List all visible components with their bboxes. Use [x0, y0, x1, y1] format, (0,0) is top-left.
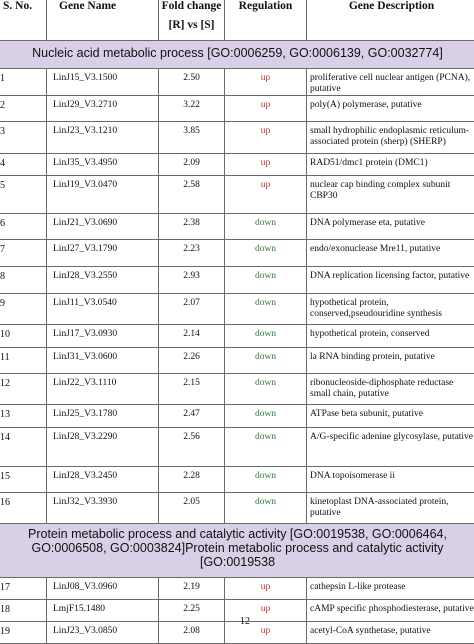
sno-cell-text: 13: [0, 409, 10, 420]
sno-cell-text: 8: [0, 271, 5, 282]
sno-cell-text: 17: [0, 582, 10, 593]
table-row: [0, 600, 474, 622]
table-row: [0, 176, 474, 214]
regulation-cell-text: down: [255, 497, 276, 507]
sno-cell: [0, 467, 47, 493]
regulation-cell-text: down: [255, 378, 276, 388]
fold-change-cell-text: 2.07: [183, 298, 200, 308]
fold-change-cell: [159, 428, 225, 467]
section-header-row: [0, 524, 474, 578]
regulation-cell: [225, 96, 307, 122]
sno-cell: [0, 325, 47, 348]
sno-cell-text: 1: [0, 73, 5, 84]
gene-name-cell: [47, 214, 159, 240]
gene-name-cell: [47, 374, 159, 405]
regulation-cell-text: down: [255, 409, 276, 419]
gene-description-cell: [307, 622, 474, 644]
gene-name-cell: [47, 622, 159, 644]
section-title: Protein metabolic process and catalytic activity [GO:0019538, GO:0006464, GO:0006508, GO:0003824]Protein metabolic process and catalytic activity [GO:0019538: [0, 524, 474, 578]
fold-change-cell-text: 2.15: [183, 378, 200, 388]
fold-change-cell-text: 2.47: [183, 409, 200, 419]
fold-change-cell: [159, 467, 225, 493]
regulation-cell-text: up: [261, 100, 271, 110]
fold-change-cell-text: 2.50: [183, 73, 200, 83]
gene-description-cell-text: DNA polymerase eta, putative: [310, 218, 425, 228]
gene-name-cell-text: LinJ23_V3.1210: [53, 126, 117, 136]
sno-cell: [0, 240, 47, 267]
sno-cell-text: 4: [0, 158, 5, 169]
table-row: [0, 214, 474, 240]
regulation-cell-text: up: [261, 158, 271, 168]
regulation-cell-text: down: [255, 329, 276, 339]
regulation-cell: [225, 493, 307, 524]
gene-name-cell-text: LinJ19_V3.0470: [53, 180, 117, 190]
sno-cell-text: 9: [0, 298, 5, 309]
table-header-row: [0, 0, 474, 41]
sno-cell-text: 19: [0, 626, 10, 637]
sno-cell-text: 7: [0, 244, 5, 255]
fold-change-cell-text: 2.28: [183, 471, 200, 481]
gene-description-cell: [307, 214, 474, 240]
gene-name-cell: [47, 240, 159, 267]
gene-description-cell-text: cathepsin L-like protease: [310, 582, 406, 592]
regulation-cell: [225, 69, 307, 96]
header-fold-change-line1: Fold change: [159, 0, 224, 13]
regulation-cell: [225, 428, 307, 467]
gene-name-cell-text: LinJ22_V3.1110: [53, 378, 116, 388]
gene-description-cell-text: cAMP specific phosphodiesterase, putative: [310, 604, 474, 614]
gene-description-cell: [307, 176, 474, 214]
fold-change-cell: [159, 96, 225, 122]
gene-description-cell-text: DNA topoisomerase ii: [310, 471, 395, 481]
regulation-cell: [225, 294, 307, 325]
sno-cell: [0, 348, 47, 374]
table-row: [0, 240, 474, 267]
fold-change-cell-text: 2.93: [183, 271, 200, 281]
table-row: [0, 374, 474, 405]
gene-description-cell: [307, 154, 474, 176]
fold-change-cell: [159, 294, 225, 325]
sno-cell: [0, 578, 47, 600]
fold-change-cell: [159, 240, 225, 267]
regulation-cell-text: down: [255, 352, 276, 362]
regulation-cell: [225, 600, 307, 622]
gene-description-cell: [307, 493, 474, 524]
fold-change-cell: [159, 69, 225, 96]
regulation-cell: [225, 214, 307, 240]
regulation-cell-text: down: [255, 432, 276, 442]
fold-change-cell: [159, 493, 225, 524]
gene-name-cell-text: LinJ11_V3.0540: [53, 298, 117, 308]
sno-cell: [0, 493, 47, 524]
sno-cell-text: 14: [0, 432, 10, 443]
fold-change-cell: [159, 267, 225, 294]
fold-change-cell: [159, 325, 225, 348]
table-row: [0, 622, 474, 644]
gene-description-cell: [307, 405, 474, 428]
gene-description-cell: [307, 374, 474, 405]
table-row: [0, 428, 474, 467]
sno-cell-text: 6: [0, 218, 5, 229]
fold-change-cell: [159, 374, 225, 405]
gene-name-cell-text: LinJ27_V3.1790: [53, 244, 117, 254]
sno-cell: [0, 374, 47, 405]
fold-change-cell-text: 2.56: [183, 432, 200, 442]
gene-description-cell: [307, 69, 474, 96]
table-row: [0, 69, 474, 96]
table-row: [0, 467, 474, 493]
gene-name-cell: [47, 467, 159, 493]
fold-change-cell: [159, 214, 225, 240]
gene-description-cell: [307, 467, 474, 493]
fold-change-cell: [159, 154, 225, 176]
gene-description-cell: [307, 96, 474, 122]
gene-name-cell: [47, 69, 159, 96]
gene-name-cell: [47, 176, 159, 214]
gene-description-cell-text: RAD51/dmc1 protein (DMC1): [310, 158, 428, 168]
gene-description-cell: [307, 325, 474, 348]
gene-description-cell-text: acetyl-CoA synthetase, putative: [310, 626, 431, 636]
gene-name-cell: [47, 348, 159, 374]
gene-name-cell: [47, 122, 159, 154]
gene-description-cell-text: poly(A) polymerase, putative: [310, 100, 422, 110]
table-row: [0, 578, 474, 600]
header-gene-name: Gene Name: [47, 0, 159, 41]
fold-change-cell: [159, 405, 225, 428]
gene-name-cell-text: LinJ15_V3.1500: [53, 73, 117, 83]
gene-name-cell-text: LinJ31_V3.0600: [53, 352, 117, 362]
fold-change-cell-text: 3.22: [183, 100, 200, 110]
regulation-cell-text: down: [255, 218, 276, 228]
fold-change-cell-text: 2.08: [183, 626, 200, 636]
fold-change-cell-text: 2.05: [183, 497, 200, 507]
regulation-cell: [225, 267, 307, 294]
regulation-cell-text: down: [255, 298, 276, 308]
sno-cell: [0, 428, 47, 467]
header-gene-description: Gene Description: [307, 0, 474, 41]
fold-change-cell-text: 2.58: [183, 180, 200, 190]
regulation-cell: [225, 154, 307, 176]
gene-name-cell: [47, 493, 159, 524]
gene-name-cell: [47, 154, 159, 176]
gene-description-cell: [307, 578, 474, 600]
sno-cell: [0, 294, 47, 325]
regulation-cell: [225, 622, 307, 644]
regulation-cell: [225, 240, 307, 267]
gene-name-cell: [47, 325, 159, 348]
gene-name-cell-text: LinJ28_V3.2450: [53, 471, 117, 481]
sno-cell-text: 15: [0, 471, 10, 482]
gene-description-cell-text: kinetoplast DNA-associated protein, putative: [310, 497, 449, 518]
regulation-cell: [225, 325, 307, 348]
gene-description-cell: [307, 122, 474, 154]
header-fold-change-line2: [R] vs [S]: [159, 19, 224, 32]
table-row: [0, 294, 474, 325]
gene-description-cell-text: proliferative cell nuclear antigen (PCNA), putative: [310, 73, 470, 94]
gene-description-cell-text: la RNA binding protein, putative: [310, 352, 435, 362]
table-row: [0, 325, 474, 348]
gene-description-cell-text: A/G-specific adenine glycosylase, putative: [310, 432, 473, 442]
sno-cell: [0, 600, 47, 622]
fold-change-cell: [159, 122, 225, 154]
gene-name-cell: [47, 96, 159, 122]
gene-description-cell-text: DNA replication licensing factor, putative: [310, 271, 469, 281]
header-fold-change: [159, 0, 225, 41]
fold-change-cell: [159, 176, 225, 214]
page-number: 12: [240, 616, 250, 627]
table-row: [0, 348, 474, 374]
fold-change-cell: [159, 600, 225, 622]
sno-cell: [0, 96, 47, 122]
fold-change-cell: [159, 578, 225, 600]
regulation-cell-text: up: [261, 126, 271, 136]
gene-description-cell: [307, 600, 474, 622]
gene-description-cell-text: ribonucleoside-diphosphate reductase small chain, putative: [310, 378, 453, 399]
sno-cell: [0, 405, 47, 428]
gene-name-cell: [47, 405, 159, 428]
sno-cell-text: 16: [0, 497, 10, 508]
gene-name-cell: [47, 600, 159, 622]
regulation-cell: [225, 348, 307, 374]
sno-cell-text: 18: [0, 604, 10, 615]
fold-change-cell-text: 2.14: [183, 329, 200, 339]
gene-name-cell-text: LinJ29_V3.2710: [53, 100, 117, 110]
regulation-cell: [225, 122, 307, 154]
gene-name-cell-text: LinJ23_V3.0850: [53, 626, 117, 636]
gene-description-cell: [307, 240, 474, 267]
gene-name-cell-text: LinJ28_V3.2550: [53, 271, 117, 281]
fold-change-cell-text: 2.38: [183, 218, 200, 228]
fold-change-cell: [159, 622, 225, 644]
table-row: [0, 405, 474, 428]
sno-cell: [0, 176, 47, 214]
sno-cell-text: 5: [0, 180, 5, 191]
gene-description-cell: [307, 348, 474, 374]
sno-cell: [0, 267, 47, 294]
sno-cell: [0, 154, 47, 176]
gene-name-cell-text: LinJ35_V3.4950: [53, 158, 117, 168]
gene-name-cell-text: LinJ28_V3.2290: [53, 432, 117, 442]
gene-description-cell: [307, 267, 474, 294]
gene-name-cell-text: LinJ21_V3.0690: [53, 218, 117, 228]
gene-description-cell-text: nuclear cap binding complex subunit CBP30: [310, 180, 450, 201]
regulation-cell: [225, 374, 307, 405]
fold-change-cell-text: 2.26: [183, 352, 200, 362]
header-sno: S. No.: [0, 0, 47, 41]
gene-name-cell: [47, 428, 159, 467]
regulation-cell-text: down: [255, 271, 276, 281]
table-row: [0, 267, 474, 294]
sno-cell-text: 3: [0, 126, 5, 137]
gene-description-cell-text: hypothetical protein, conserved: [310, 329, 430, 339]
gene-description-cell: [307, 294, 474, 325]
regulation-cell: [225, 578, 307, 600]
gene-name-cell-text: LinJ25_V3.1780: [53, 409, 117, 419]
sno-cell-text: 12: [0, 378, 10, 389]
gene-description-cell-text: endo/exonuclease Mre11, putative: [310, 244, 440, 254]
sno-cell: [0, 122, 47, 154]
sno-cell-text: 2: [0, 100, 5, 111]
fold-change-cell-text: 3.85: [183, 126, 200, 136]
sno-cell: [0, 622, 47, 644]
sno-cell: [0, 214, 47, 240]
gene-description-cell: [307, 428, 474, 467]
table-row: [0, 96, 474, 122]
regulation-cell-text: up: [261, 582, 271, 592]
regulation-cell-text: down: [255, 471, 276, 481]
gene-description-cell-text: ATPase beta subunit, putative: [310, 409, 423, 419]
table-row: [0, 154, 474, 176]
gene-name-cell: [47, 578, 159, 600]
regulation-cell-text: up: [261, 180, 271, 190]
fold-change-cell-text: 2.09: [183, 158, 200, 168]
sno-cell-text: 11: [0, 352, 10, 363]
gene-description-cell-text: small hydrophilic endoplasmic reticulum-associated protein (sherp) (SHERP): [310, 126, 469, 147]
regulation-cell-text: up: [261, 604, 271, 614]
gene-name-cell-text: LinJ32_V3.3930: [53, 497, 117, 507]
regulation-cell: [225, 405, 307, 428]
section-title: Nucleic acid metabolic process [GO:0006259, GO:0006139, GO:0032774]: [0, 41, 474, 69]
gene-name-cell-text: LinJ08_V3.0960: [53, 582, 117, 592]
table-row: [0, 493, 474, 524]
gene-description-cell-text: hypothetical protein, conserved,pseudouridine synthesis: [310, 298, 442, 319]
sno-cell-text: 10: [0, 329, 10, 340]
regulation-cell: [225, 176, 307, 214]
fold-change-cell: [159, 348, 225, 374]
fold-change-cell-text: 2.23: [183, 244, 200, 254]
regulation-cell-text: up: [261, 626, 271, 636]
regulation-cell-text: up: [261, 73, 271, 83]
gene-name-cell-text: LinJ17_V3.0930: [53, 329, 117, 339]
section-header-row: [0, 41, 474, 69]
gene-name-cell: [47, 267, 159, 294]
gene-name-cell-text: LmjF15.1480: [53, 604, 105, 614]
gene-name-cell: [47, 294, 159, 325]
fold-change-cell-text: 2.25: [183, 604, 200, 614]
regulation-cell: [225, 467, 307, 493]
sno-cell: [0, 69, 47, 96]
fold-change-cell-text: 2.19: [183, 582, 200, 592]
table-row: [0, 122, 474, 154]
header-regulation: Regulation: [225, 0, 307, 41]
regulation-cell-text: down: [255, 244, 276, 254]
